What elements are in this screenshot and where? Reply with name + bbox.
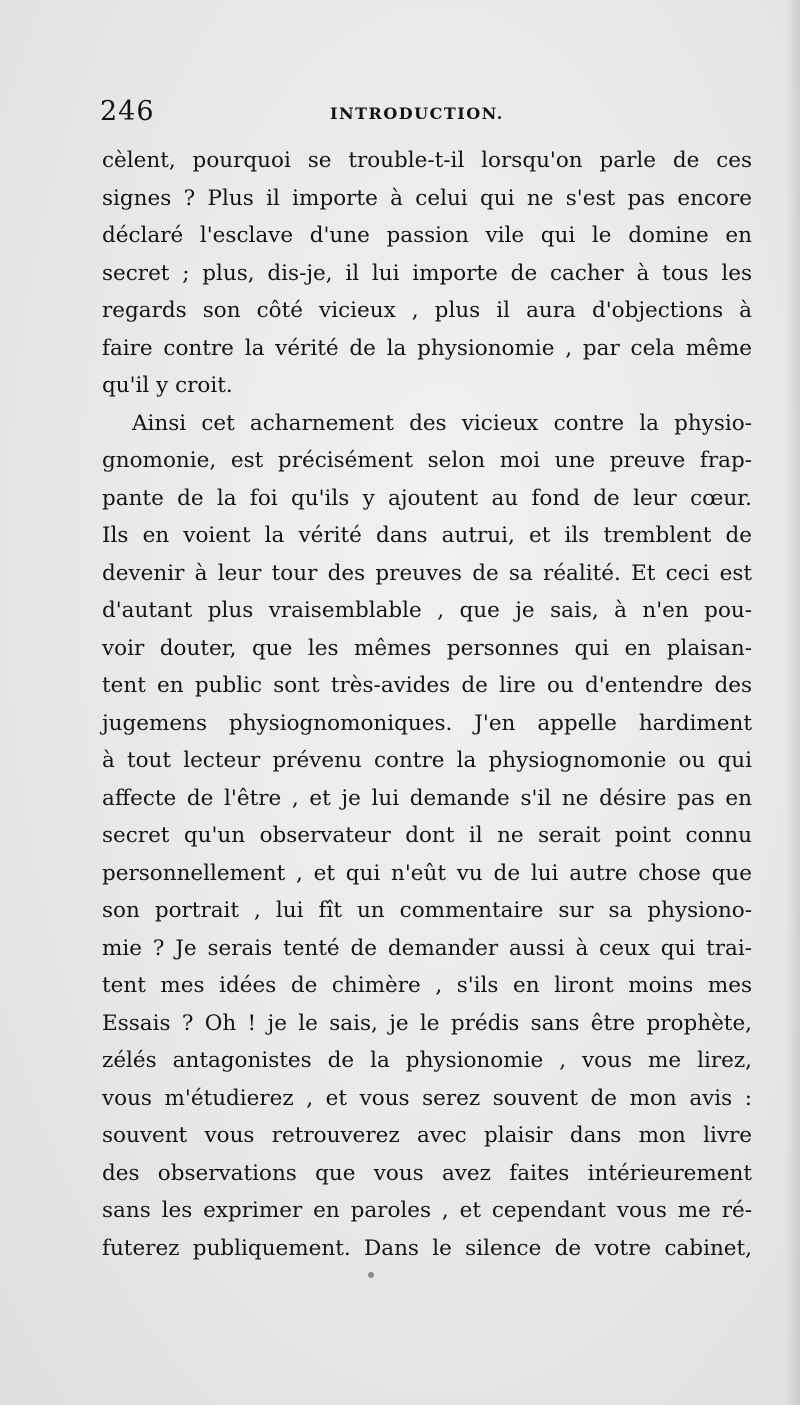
text-line: regards son côté vicieux , plus il aura d'objections à (102, 298, 752, 323)
ink-speck (368, 1272, 374, 1278)
text-line: Ils en voient la vérité dans autrui, et ils tremblent de (102, 523, 752, 548)
page-header (100, 96, 750, 136)
text-line: jugemens physiognomoniques. J'en appelle hardiment (102, 710, 752, 736)
text-line: personnellement , et qui n'eût vu de lui autre chose que (102, 860, 752, 886)
text-line: affecte de l'être , et je lui demande s'il ne désire pas en (102, 785, 752, 811)
text-line: devenir à leur tour des preuves de sa réalité. Et ceci est (102, 560, 752, 586)
text-line: des observations que vous avez faites intérieurement (102, 1160, 752, 1186)
text-line: vous m'étudierez , et vous serez souvent de mon avis : (102, 1085, 752, 1111)
text-line: secret ; plus, dis-je, il lui importe de cacher à tous les (102, 260, 752, 286)
text-line: son portrait , lui fît un commentaire sur sa physiono- (102, 898, 752, 923)
text-line: pante de la foi qu'ils y ajoutent au fond de leur cœur. (102, 485, 752, 511)
text-line: voir douter, que les mêmes personnes qui en plaisan- (102, 635, 752, 661)
body-text (102, 142, 752, 1267)
text-line: futerez publiquement. Dans le silence de votre cabinet, (102, 1235, 752, 1261)
text-line: Essais ? Oh ! je le sais, je le prédis sans être prophète, (102, 1010, 752, 1036)
text-line: mie ? Je serais tenté de demander aussi à ceux qui trai- (102, 935, 752, 961)
paragraph-end-line: qu'il y croit. (102, 373, 233, 398)
text-line: cèlent, pourquoi se trouble-t-il lorsqu'on parle de ces (102, 148, 752, 173)
text-line: souvent vous retrouverez avec plaisir dans mon livre (102, 1123, 752, 1148)
text-line: tent en public sont très-avides de lire ou d'entendre des (102, 673, 752, 698)
text-line: secret qu'un observateur dont il ne serait point connu (102, 823, 752, 848)
text-line: signes ? Plus il importe à celui qui ne s'est pas encore (102, 185, 752, 211)
page-edge-shadow (786, 0, 800, 1405)
text-line: gnomonie, est précisément selon moi une preuve frap- (102, 448, 752, 473)
page-number: 246 (100, 96, 155, 127)
text-line: d'autant plus vraisemblable , que je sais, à n'en pou- (102, 598, 752, 623)
running-title: INTRODUCTION. (330, 104, 504, 123)
text-line: tent mes idées de chimère , s'ils en liront moins mes (102, 973, 752, 998)
text-line: déclaré l'esclave d'une passion vile qui le domine en (102, 223, 752, 248)
text-line: faire contre la vérité de la physionomie , par cela même (102, 335, 752, 361)
text-line: sans les exprimer en paroles , et cependant vous me ré- (102, 1198, 752, 1223)
paragraph-start-line: Ainsi cet acharnement des vicieux contre la physio- (132, 410, 752, 436)
text-line: à tout lecteur prévenu contre la physiognomonie ou qui (102, 748, 752, 773)
text-line: zélés antagonistes de la physionomie , vous me lirez, (102, 1048, 752, 1073)
